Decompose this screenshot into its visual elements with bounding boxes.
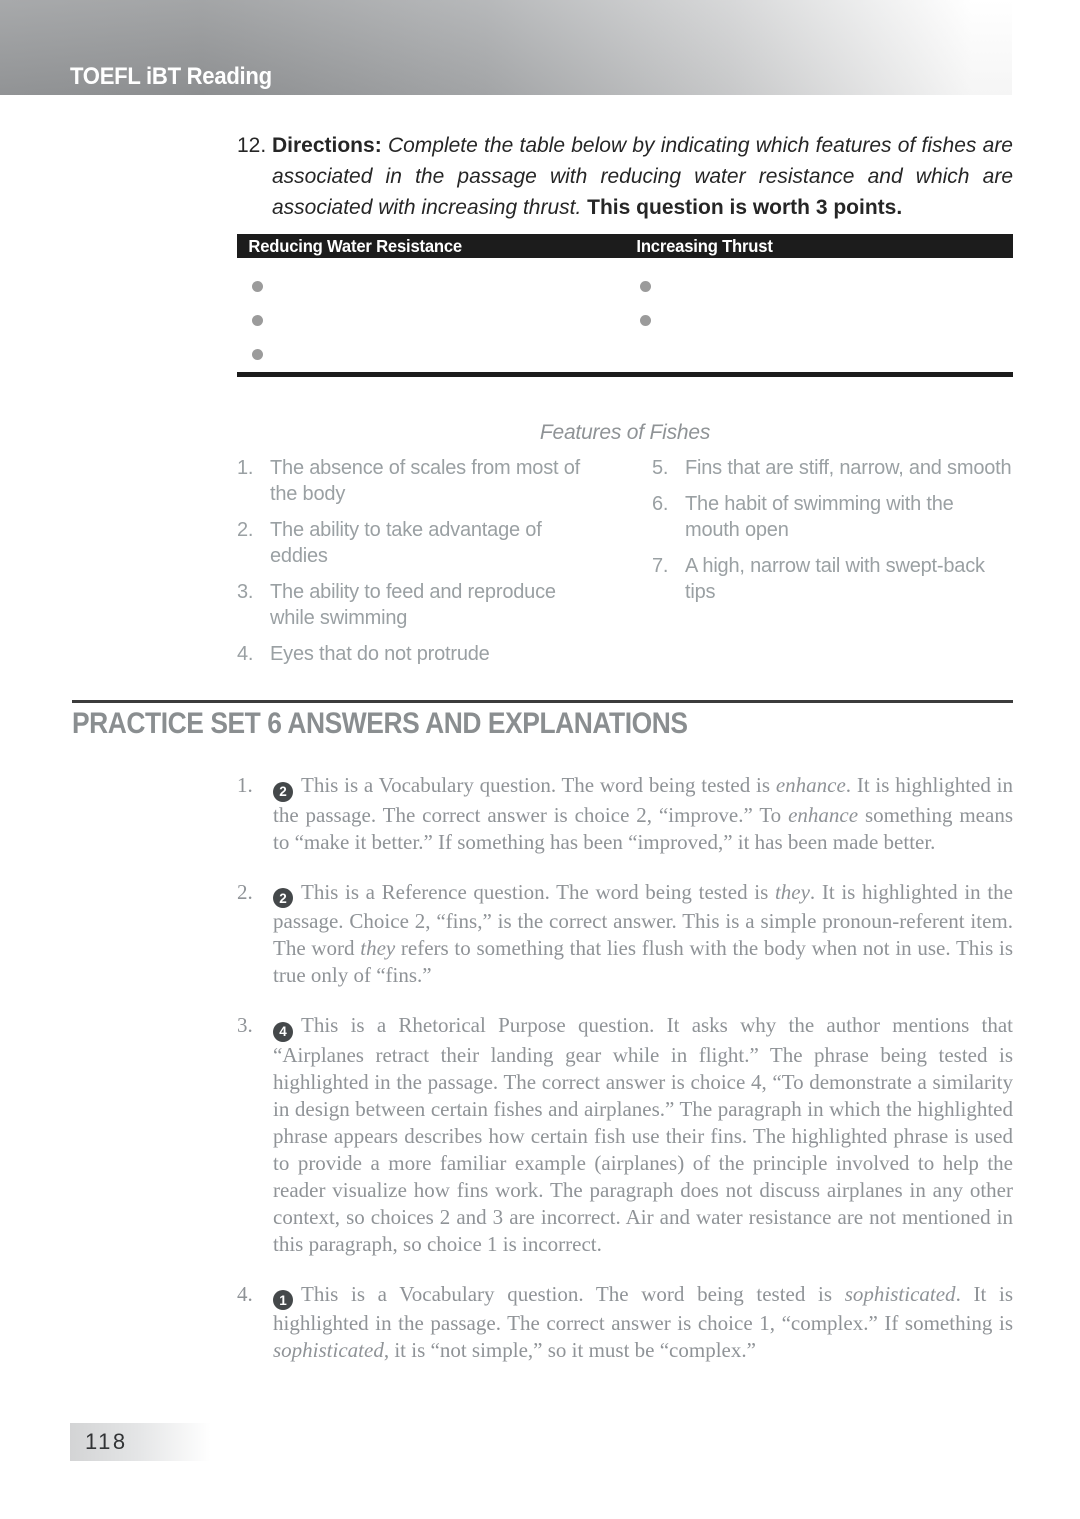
answer-choice-badge: 4 (273, 1022, 293, 1042)
feature-text: The ability to feed and reproduce while swimming (270, 581, 556, 629)
page-number: 118 (85, 1429, 128, 1454)
feature-text: Eyes that do not protrude (270, 643, 490, 665)
table-header-reducing-water-resistance: Reducing Water Resistance (248, 235, 463, 256)
feature-item (237, 641, 598, 667)
features-title: Features of Fishes (539, 421, 711, 444)
banner-title: TOEFL iBT Reading (70, 63, 272, 90)
answer-choice-badge: 1 (273, 1290, 293, 1310)
answer-table-header (237, 234, 1013, 258)
feature-number: 1. (237, 457, 254, 479)
explanation-text (273, 879, 1013, 990)
feature-text: The ability to take advantage of eddies (270, 519, 542, 567)
features-column-right (652, 455, 1013, 667)
explanation-body: This is a Rhetorical Purpose question. It asks why the author mentions that “Airplanes retract their landing gear while in flight.” The phrase being tested is highlighted in the passage. The correct answer is choice 4, “To demonstrate a similarity in design between certain fishes and airplanes.” The paragraph in which the highlighted phrase appears describes how certain fish use their fins. The highlighted phrase is used to provide a more familiar example (airplanes) of the principle involved to help the reader visualize how fins work. The paragraph does not discuss airplanes in any other context, so choices 2 and 3 are incorrect. Air and water resistance are not mentioned in this paragraph, so choice 1 is incorrect. (273, 1013, 1013, 1256)
answer-choice-badge: 2 (273, 782, 293, 802)
features-column-left (237, 455, 598, 667)
bullet-marker (252, 281, 263, 292)
feature-number: 6. (652, 493, 669, 515)
bullet-marker (640, 315, 651, 326)
feature-text: Fins that are stiff, narrow, and smooth (685, 457, 1012, 479)
explanation-text (273, 1012, 1013, 1258)
answer-choice-badge: 2 (273, 888, 293, 908)
question-number: 12. (237, 134, 267, 157)
features-list (237, 455, 1013, 667)
page-number-bar (70, 1423, 218, 1461)
feature-item (652, 553, 1013, 605)
answer-table-body (237, 258, 1013, 372)
feature-item (652, 455, 1013, 481)
feature-item (652, 491, 1013, 543)
answers-section (72, 700, 1013, 1387)
question-block (237, 130, 1013, 667)
explanation-body: This is a Vocabulary question. The word being tested is enhance. It is highlighted in the passage. The correct answer is choice 2, “improve.” To enhance something means to “make it better.” If something has been “improved,” it has been made better. (273, 773, 1013, 854)
explanation-item-2 (237, 879, 1013, 990)
section-divider (72, 700, 1013, 703)
section-heading: PRACTICE SET 6 ANSWERS AND EXPLANATIONS (72, 707, 688, 740)
feature-item (237, 517, 598, 569)
explanation-item-1 (237, 772, 1013, 856)
explanation-body: This is a Vocabulary question. The word being tested is sophisticated. It is highlighted in the passage. The correct answer is choice 1, “complex.” If something is sophisticated, it is “not simple,” so it must be “complex.” (273, 1281, 1013, 1362)
explanation-body: This is a Reference question. The word being tested is they. It is highlighted in the passage. Choice 2, “fins,” is the correct answer. This is a simple pronoun-referent item. The word they refers to something that lies flush with the body when not in use. This is true only of “fins.” (273, 879, 1013, 987)
table-column-increasing-thrust (625, 281, 1013, 360)
explanation-number: 4. (237, 1281, 253, 1306)
feature-text: The absence of scales from most of the body (270, 457, 581, 505)
question-directions-text: Directions: Complete the table below by indicating which features of fishes are associated in the passage with reducing water resistance and which are associated with increasing thrust. This question is worth 3 points. (272, 134, 1013, 219)
feature-item (237, 579, 598, 631)
answer-table (237, 234, 1013, 377)
feature-text: A high, narrow tail with swept-back tips (685, 555, 985, 603)
feature-number: 2. (237, 519, 254, 541)
explanation-number: 1. (237, 773, 253, 797)
feature-text: The habit of swimming with the mouth open (685, 493, 954, 541)
table-column-reducing-water-resistance (237, 281, 625, 360)
explanation-number: 2. (237, 879, 253, 904)
page-header-banner (0, 0, 1012, 95)
bullet-marker (640, 281, 651, 292)
bullet-marker (252, 315, 263, 326)
explanation-item-4 (237, 1281, 1013, 1365)
explanation-number: 3. (237, 1013, 253, 1037)
feature-item (237, 455, 598, 507)
feature-number: 5. (652, 457, 669, 479)
explanation-text (273, 772, 1013, 856)
bullet-marker (252, 349, 263, 360)
feature-number: 3. (237, 581, 254, 603)
feature-number: 4. (237, 643, 254, 665)
explanations-list (237, 772, 1013, 1364)
table-header-increasing-thrust: Increasing Thrust (636, 235, 773, 256)
feature-number: 7. (652, 555, 669, 577)
question-directions-row (237, 130, 1013, 223)
explanation-text (273, 1281, 1013, 1365)
explanation-item-3 (237, 1012, 1013, 1258)
